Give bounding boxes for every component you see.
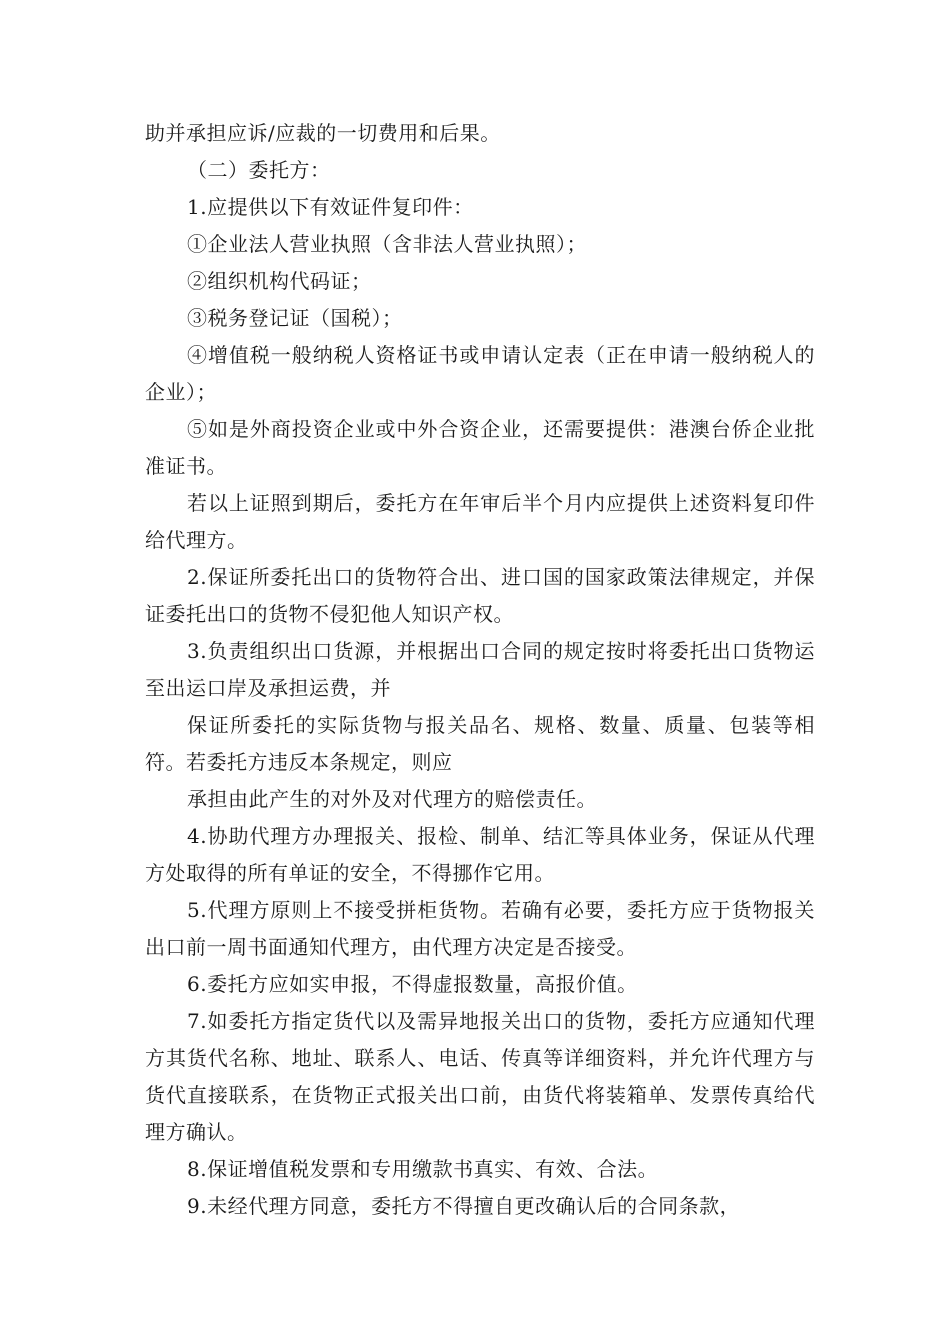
clause-7: 7.如委托方指定货代以及需异地报关出口的货物，委托方应通知代理方其货代名称、地址、联系人、电话、传真等详细资料，并允许代理方与货代直接联系，在货物正式报关出口前，由货代将装箱单、发票传真给代理方确认。	[145, 1009, 815, 1144]
clause-1-note: 若以上证照到期后，委托方在年审后半个月内应提供上述资料复印件给代理方。	[145, 491, 815, 552]
list-item-4: ④增值税一般纳税人资格证书或申请认定表（正在申请一般纳税人的企业）；	[145, 343, 815, 404]
section-heading-client: （二）委托方：	[187, 158, 331, 182]
clause-3-end: 承担由此产生的对外及对代理方的赔偿责任。	[187, 787, 597, 811]
clause-6: 6.委托方应如实申报，不得虚报数量，高报价值。	[187, 972, 638, 996]
clause-3-continued: 保证所委托的实际货物与报关品名、规格、数量、质量、包装等相符。若委托方违反本条规定，则应	[145, 713, 815, 774]
document-body	[145, 115, 815, 1225]
clause-2: 2.保证所委托出口的货物符合出、进口国的国家政策法律规定，并保证委托出口的货物不侵犯他人知识产权。	[145, 565, 815, 626]
clause-9: 9.未经代理方同意，委托方不得擅自更改确认后的合同条款，	[187, 1194, 741, 1218]
list-item-5: ⑤如是外商投资企业或中外合资企业，还需要提供：港澳台侨企业批准证书。	[145, 417, 815, 478]
clause-5: 5.代理方原则上不接受拼柜货物。若确有必要，委托方应于货物报关出口前一周书面通知代理方，由代理方决定是否接受。	[145, 898, 815, 959]
list-item-1: ①企业法人营业执照（含非法人营业执照）；	[187, 232, 587, 256]
list-item-3: ③税务登记证（国税）；	[187, 306, 403, 330]
clause-1: 1.应提供以下有效证件复印件：	[187, 195, 474, 219]
clause-3: 3.负责组织出口货源，并根据出口合同的规定按时将委托出口货物运至出运口岸及承担运费，并	[145, 639, 815, 700]
paragraph-continuation: 助并承担应诉/应裁的一切费用和后果。	[145, 121, 501, 145]
clause-4: 4.协助代理方办理报关、报检、制单、结汇等具体业务，保证从代理方处取得的所有单证的安全，不得挪作它用。	[145, 824, 815, 885]
clause-8: 8.保证增值税发票和专用缴款书真实、有效、合法。	[187, 1157, 659, 1181]
list-item-2: ②组织机构代码证；	[187, 269, 372, 293]
